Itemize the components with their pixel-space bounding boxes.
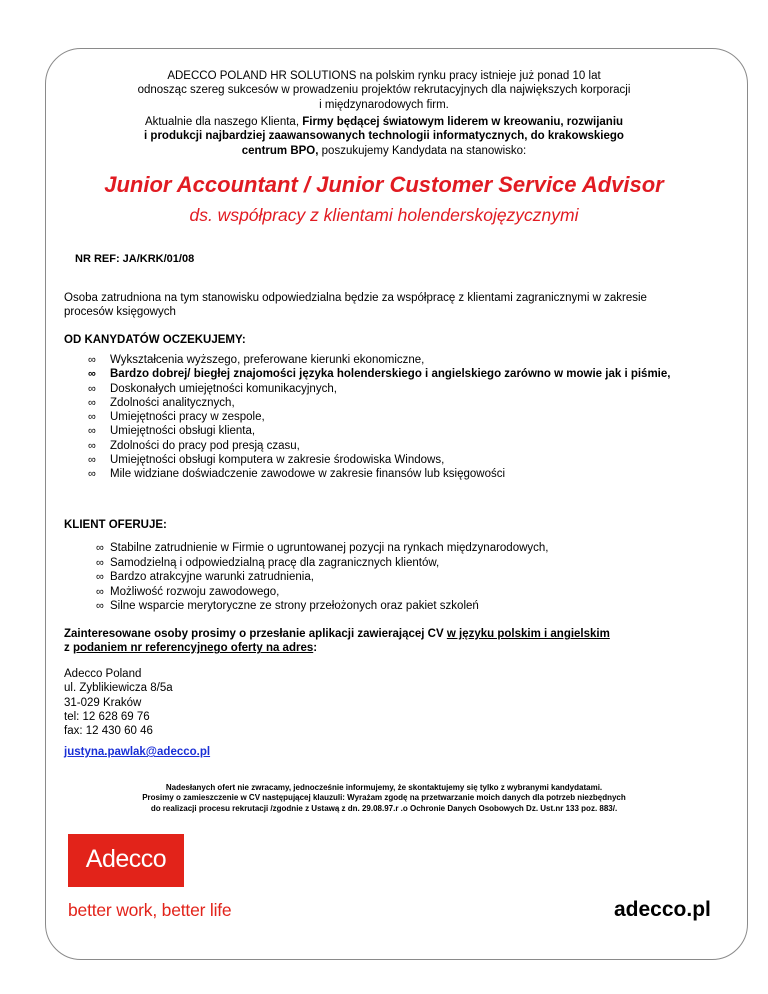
infinity-bullet-icon: ∞ [96, 600, 104, 613]
list-item [88, 453, 708, 467]
fine-print-line: Nadesłanych ofert nie zwracamy, jednocześnie informujemy, że skontaktujemy się tylko z wybranymi kandydatami. [165, 783, 603, 792]
description-line: Osoba zatrudniona na tym stanowisku odpowiedzialna będzie za współpracę z klientami zagranicznymi w zakresie [64, 292, 647, 304]
infinity-bullet-icon: ∞ [88, 382, 96, 395]
apply-text-underlined: podaniem nr referencyjnego oferty na adres [72, 642, 314, 655]
list-item-text: Wykształcenia wyższego, preferowane kierunki ekonomiczne, [110, 354, 425, 366]
email-link[interactable]: justyna.pawlak@adecco.pl [64, 746, 211, 758]
infinity-bullet-icon: ∞ [88, 411, 96, 424]
infinity-bullet-icon: ∞ [88, 439, 96, 452]
job-title: Junior Accountant / Junior Customer Service Advisor [104, 172, 664, 197]
client-intro-text: poszukujemy Kandydata na stanowisko: [318, 144, 527, 157]
job-description [64, 291, 714, 320]
infinity-bullet-icon: ∞ [88, 454, 96, 467]
list-item-text: Samodzielną i odpowiedzialną pracę dla zagranicznych klientów, [110, 556, 440, 569]
list-item-text: Umiejętności obsługi komputera w zakresie środowiska Windows, [110, 454, 445, 467]
list-item [96, 585, 716, 600]
list-item [88, 396, 708, 410]
list-item [88, 439, 708, 453]
offer-heading: KLIENT OFERUJE: [64, 519, 167, 531]
infinity-bullet-icon: ∞ [88, 468, 96, 481]
website-url: adecco.pl [614, 898, 711, 921]
list-item [88, 424, 708, 438]
client-intro-text: Aktualnie dla naszego Klienta, [144, 116, 303, 128]
infinity-bullet-icon: ∞ [96, 585, 104, 598]
adecco-logo-text: Adecco [85, 845, 167, 873]
fine-print-line: Prosimy o zamieszczenie w CV następującej klauzuli: Wyrażam zgodę na przetwarzanie moich danych dla potrzeb niezbędnych [142, 793, 626, 803]
list-item [96, 570, 716, 585]
client-intro-paragraph [100, 115, 668, 158]
list-item [88, 467, 708, 481]
list-item-text: Bardzo dobrej/ biegłej znajomości języka holenderskiego i angielskiego zarówno w mowie jak i piśmie, [110, 368, 671, 381]
list-item [96, 599, 716, 614]
list-item-text: Bardzo atrakcyjne warunki zatrudnienia, [110, 571, 314, 584]
application-instructions [64, 627, 714, 656]
requirements-list [88, 353, 708, 482]
apply-text-underlined: w języku polskim i angielskim [446, 628, 610, 640]
list-item-text: Stabilne zatrudnienie w Firmie o ugruntowanej pozycji na rynkach międzynarodowych, [110, 542, 549, 554]
apply-text: : [313, 642, 318, 655]
brand-tagline: better work, better life [68, 900, 232, 920]
intro-line: i międzynarodowych firm. [319, 98, 449, 111]
address-fax: fax: 12 430 60 46 [64, 725, 153, 738]
address-street: ul. Zyblikiewicza 8/5a [64, 682, 173, 695]
infinity-bullet-icon: ∞ [88, 425, 96, 438]
infinity-bullet-icon: ∞ [88, 354, 96, 366]
postal-address [64, 667, 173, 738]
client-intro-bold: i produkcji najbardziej zaawansowanych technologii informatycznych, do krakowskiego [144, 130, 624, 143]
intro-paragraph [100, 69, 668, 112]
list-item [88, 367, 708, 381]
client-intro-bold: centrum BPO, [241, 144, 319, 157]
list-item [88, 410, 708, 424]
list-item [88, 353, 708, 367]
list-item-text: Mile widziane doświadczenie zawodowe w zakresie finansów lub księgowości [110, 468, 506, 481]
address-city: 31-029 Kraków [64, 696, 142, 709]
fine-print [70, 783, 698, 814]
list-item-text: Doskonałych umiejętności komunikacyjnych, [110, 382, 337, 395]
infinity-bullet-icon: ∞ [96, 556, 104, 569]
list-item-text: Umiejętności obsługi klienta, [110, 425, 256, 438]
client-intro-bold: Firmy będącej światowym liderem w kreowaniu, rozwijaniu [302, 116, 624, 128]
intro-line: odnosząc szereg sukcesów w prowadzeniu projektów rekrutacyjnych dla największych korporacji [137, 84, 631, 97]
infinity-bullet-icon: ∞ [88, 368, 96, 381]
list-item [96, 556, 716, 571]
list-item-text: Silne wsparcie merytoryczne ze strony przełożonych oraz pakiet szkoleń [110, 600, 479, 613]
intro-line: ADECCO POLAND HR SOLUTIONS na polskim rynku pracy istnieje już ponad 10 lat [167, 70, 601, 82]
reference-number: NR REF: JA/KRK/01/08 [75, 253, 195, 265]
infinity-bullet-icon: ∞ [96, 542, 104, 554]
offer-list [96, 541, 716, 614]
list-item-text: Zdolności analitycznych, [110, 396, 235, 409]
list-item [88, 382, 708, 396]
job-subtitle: ds. współpracy z klientami holenderskojęzycznymi [189, 205, 579, 225]
apply-text: Zainteresowane osoby prosimy o przesłanie aplikacji zawierającej CV [64, 628, 447, 640]
address-company: Adecco Poland [64, 668, 142, 680]
list-item-text: Zdolności do pracy pod presją czasu, [110, 439, 300, 452]
list-item-text: Możliwość rozwoju zawodowego, [110, 585, 280, 598]
list-item-text: Umiejętności pracy w zespole, [110, 411, 265, 424]
list-item [96, 541, 716, 556]
description-line: procesów księgowych [64, 306, 176, 319]
infinity-bullet-icon: ∞ [96, 571, 104, 584]
apply-text: z [64, 642, 73, 655]
fine-print-line: do realizacji procesu rekrutacji /zgodnie z Ustawą z dn. 29.08.97.r .o Ochronie Danych Osobowych Dz. Ust.nr 133 poz. 883/. [150, 803, 618, 813]
address-phone: tel: 12 628 69 76 [64, 710, 150, 723]
infinity-bullet-icon: ∞ [88, 396, 96, 409]
requirements-heading: OD KANYDATÓW OCZEKUJEMY: [64, 334, 246, 346]
